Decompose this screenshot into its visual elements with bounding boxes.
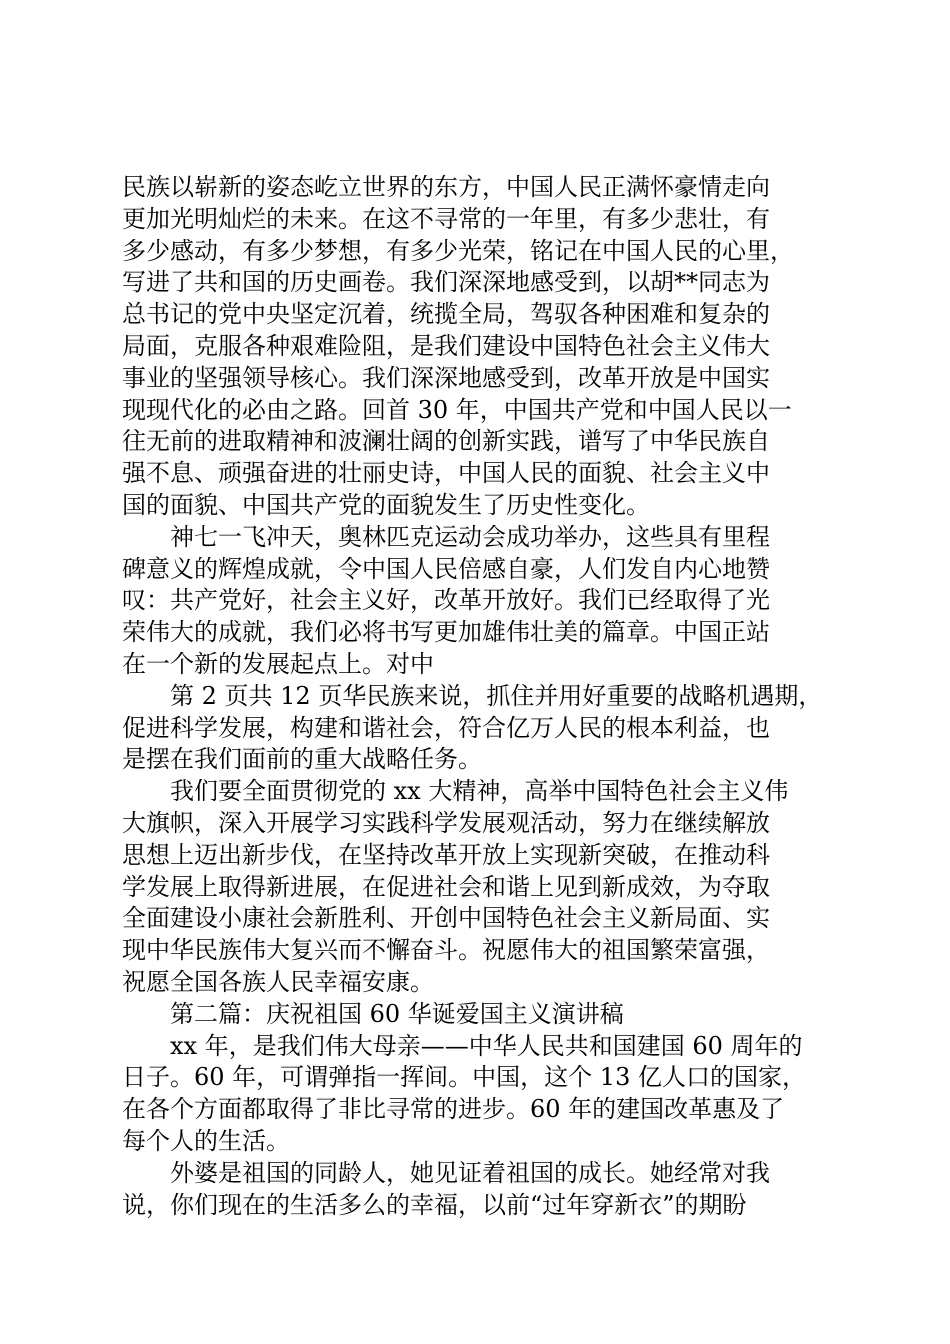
text-line: 国的面貌、中国共产党的面貌发生了历史性变化。 <box>122 490 650 519</box>
text-line: 往无前的进取精神和波澜壮阔的创新实践，谱写了中华民族自 <box>122 427 770 456</box>
text-line: 多少感动，有多少梦想，有多少光荣，铭记在中国人民的心里， <box>122 236 794 265</box>
text-line: 第 2 页共 12 页华民族来说，抓住并用好重要的战略机遇期， <box>122 681 823 710</box>
text-line: 强不息、顽强奋进的壮丽史诗，中国人民的面貌、社会主义中 <box>122 459 770 488</box>
text-line: 神七一飞冲天，奥林匹克运动会成功举办，这些具有里程 <box>122 522 770 551</box>
text-line: 思想上迈出新步伐，在坚持改革开放上实现新突破，在推动科 <box>122 840 770 869</box>
text-line: 是摆在我们面前的重大战略任务。 <box>122 745 482 774</box>
text-line: 在一个新的发展起点上。对中 <box>122 649 434 678</box>
text-line: 学发展上取得新进展，在促进社会和谐上见到新成效，为夺取 <box>122 872 770 901</box>
text-line: 第二篇：庆祝祖国 60 华诞爱国主义演讲稿 <box>122 999 624 1028</box>
text-line: 外婆是祖国的同龄人，她见证着祖国的成长。她经常对我 <box>122 1158 770 1187</box>
text-line: 叹：共产党好，社会主义好，改革开放好。我们已经取得了光 <box>122 586 770 615</box>
text-line: 民族以崭新的姿态屹立世界的东方，中国人民正满怀豪情走向 <box>122 173 770 201</box>
text-line: 事业的坚强领导核心。我们深深地感受到，改革开放是中国实 <box>122 363 770 392</box>
text-line: 促进科学发展，构建和谐社会，符合亿万人民的根本利益，也 <box>122 713 770 742</box>
text-line: 写进了共和国的历史画卷。我们深深地感受到，以胡**同志为 <box>122 268 770 297</box>
text-line: 大旗帜，深入开展学习实践科学发展观活动，努力在继续解放 <box>122 808 770 837</box>
text-line: 在各个方面都取得了非比寻常的进步。60 年的建国改革惠及了 <box>122 1095 785 1124</box>
text-line: 祝愿全国各族人民幸福安康。 <box>122 967 434 996</box>
text-line: 总书记的党中央坚定沉着，统揽全局，驾驭各种困难和复杂的 <box>122 300 770 329</box>
text-line: 日子。60 年，可谓弹指一挥间。中国，这个 13 亿人口的国家， <box>122 1063 806 1092</box>
document-body <box>122 172 834 1221</box>
text-line: 全面建设小康社会新胜利、开创中国特色社会主义新局面、实 <box>122 904 770 933</box>
text-line: 荣伟大的成就，我们必将书写更加雄伟壮美的篇章。中国正站 <box>122 618 770 647</box>
text-line: 说，你们现在的生活多么的幸福，以前“过年穿新衣”的期盼 <box>122 1190 747 1219</box>
text-line: 我们要全面贯彻党的 xx 大精神，高举中国特色社会主义伟 <box>122 777 789 806</box>
text-line: 现现代化的必由之路。回首 30 年，中国共产党和中国人民以一 <box>122 395 792 424</box>
text-line: xx 年，是我们伟大母亲——中华人民共和国建国 60 周年的 <box>122 1031 803 1060</box>
text-line: 更加光明灿烂的未来。在这不寻常的一年里，有多少悲壮，有 <box>122 204 770 233</box>
text-line: 碑意义的辉煌成就，令中国人民倍感自豪，人们发自内心地赞 <box>122 554 770 583</box>
text-line: 每个人的生活。 <box>122 1126 290 1155</box>
text-line: 现中华民族伟大复兴而不懈奋斗。祝愿伟大的祖国繁荣富强， <box>122 936 770 965</box>
text-line: 局面，克服各种艰难险阻，是我们建设中国特色社会主义伟大 <box>122 331 770 360</box>
